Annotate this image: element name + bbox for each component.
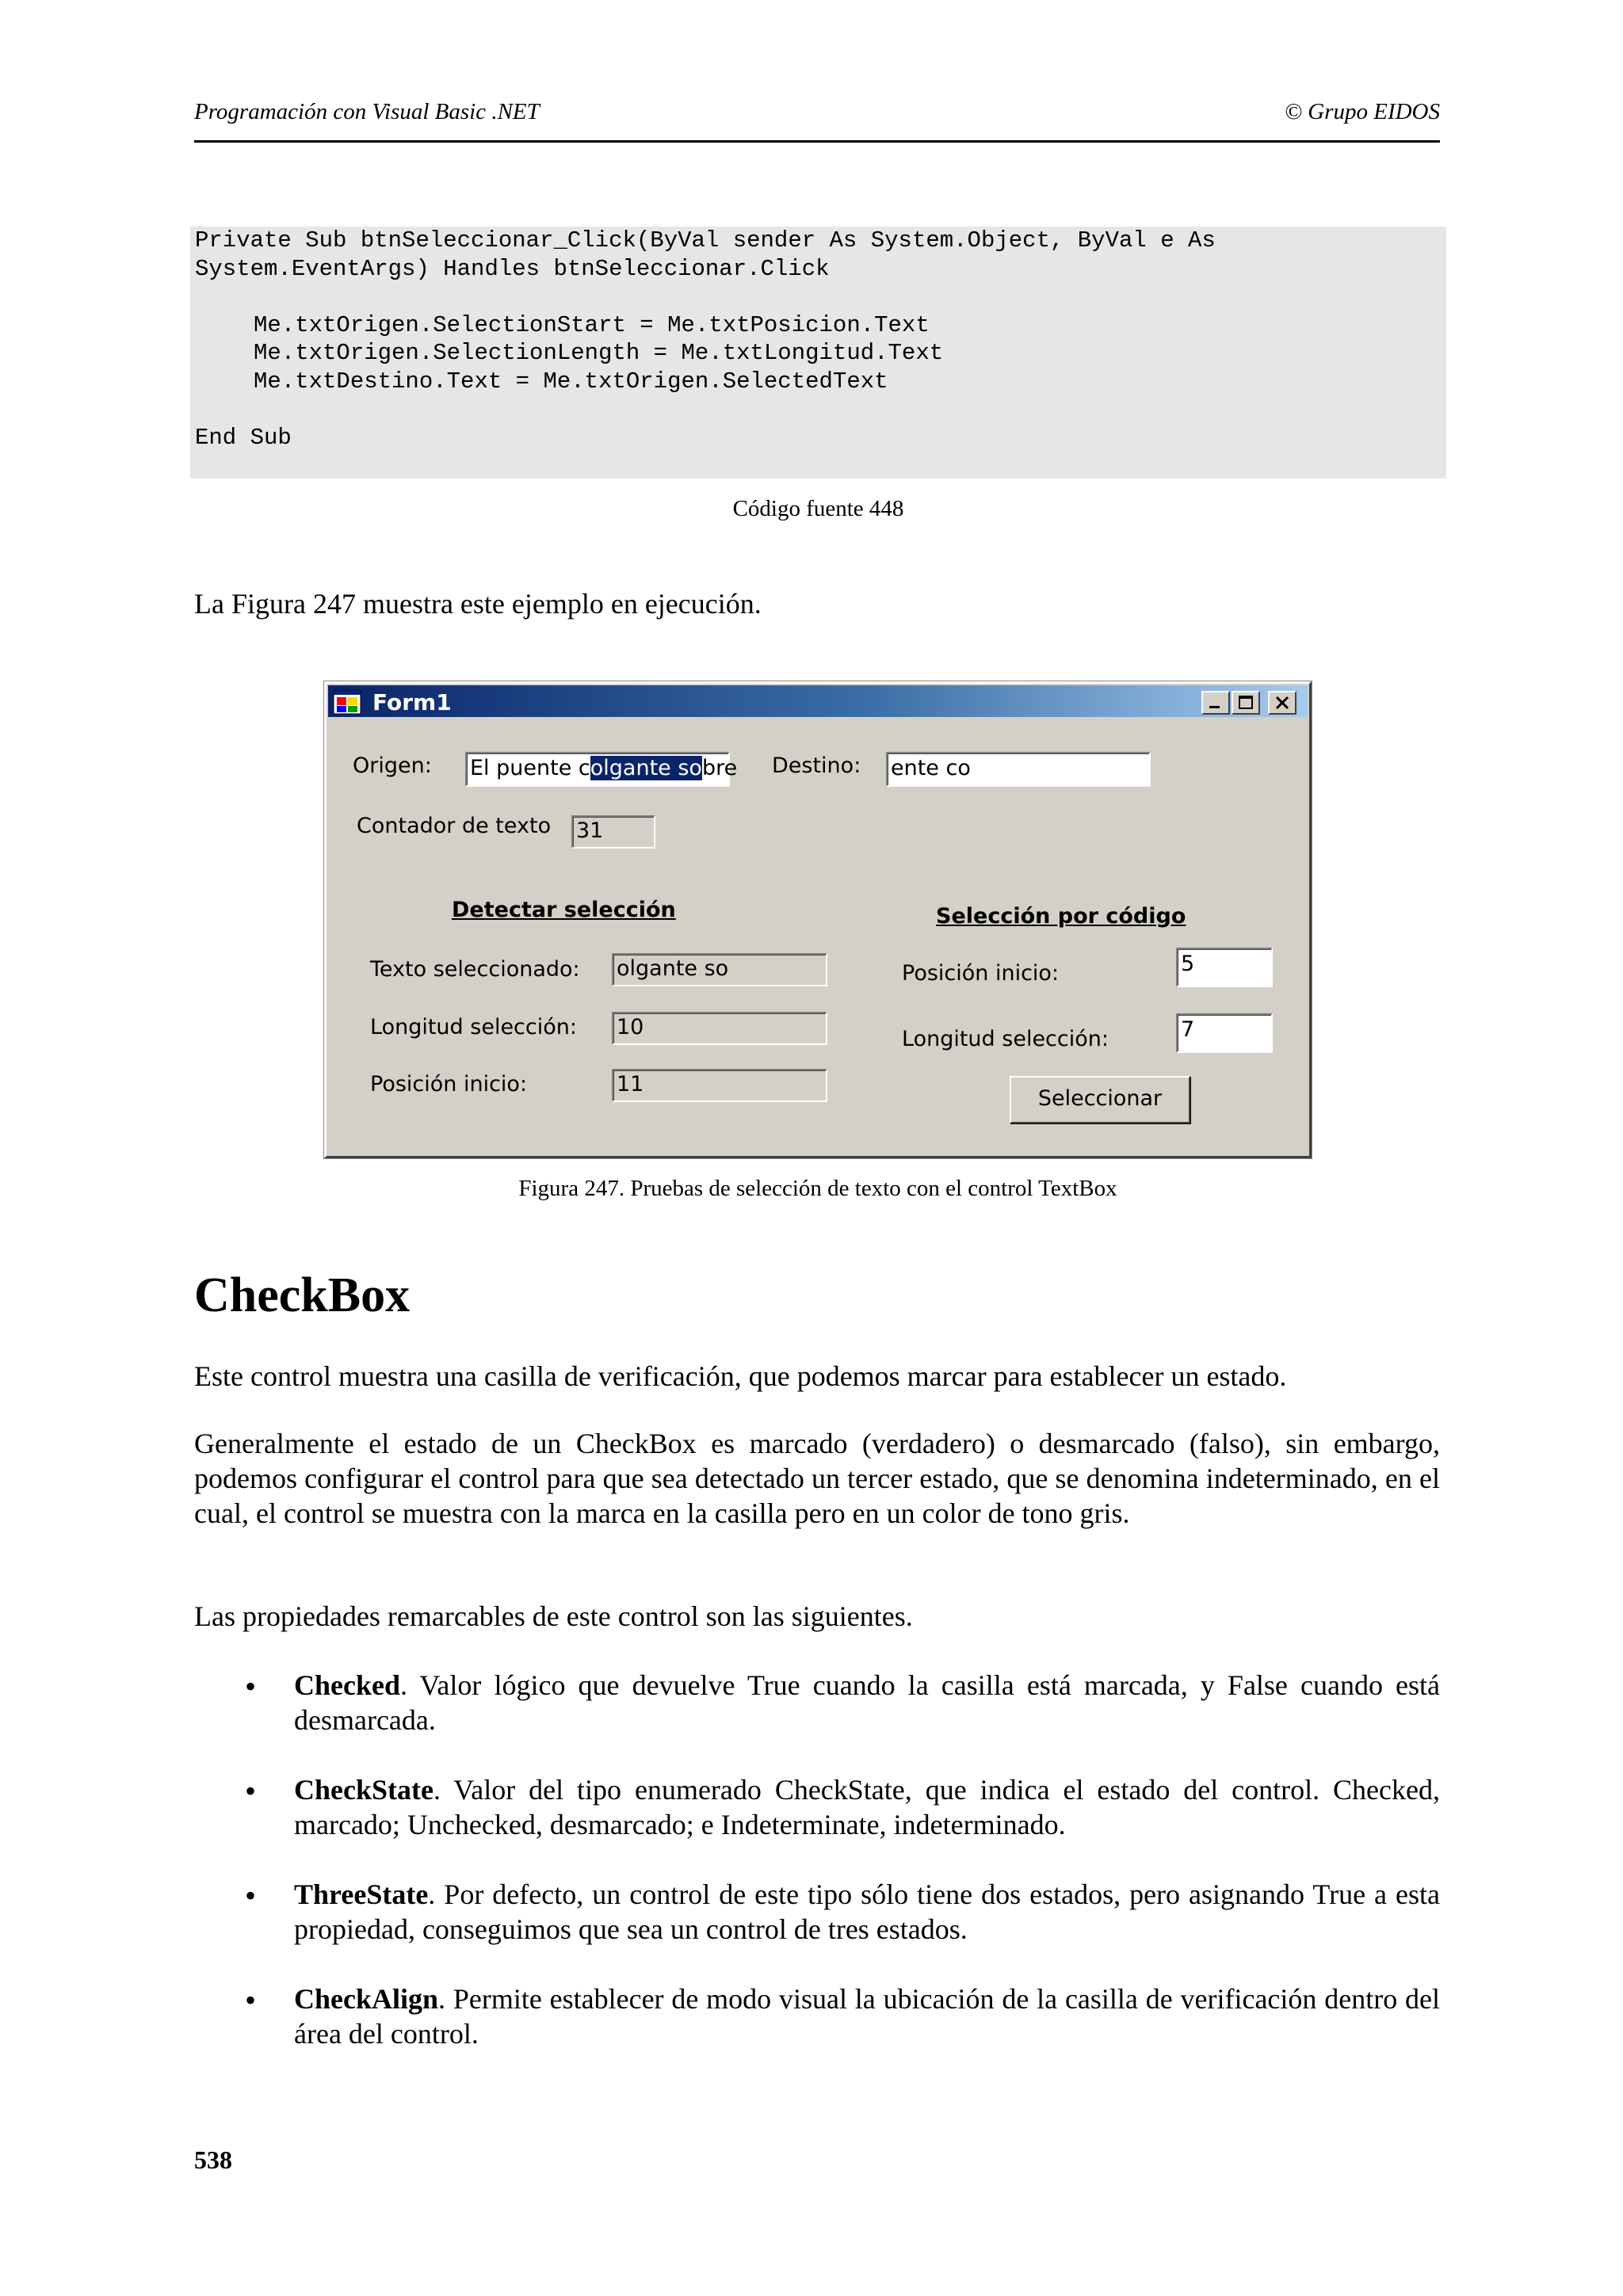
code-line: Me.txtOrigen.SelectionStart = Me.txtPosicion.Text	[254, 311, 930, 338]
contador-label: Contador de texto	[357, 814, 552, 838]
bullet-dot: •	[245, 1773, 257, 1809]
publisher: © Grupo EIDOS	[1284, 99, 1440, 124]
bullet-dot: •	[245, 1878, 257, 1913]
bullet-item	[194, 1981, 1440, 2051]
intro-paragraph: La Figura 247 muestra este ejemplo en ejecución.	[194, 588, 762, 620]
origen-label: Origen:	[353, 753, 432, 778]
bullet-item	[194, 1877, 1440, 1947]
contador-value: 31	[576, 818, 604, 843]
window-title: Form1	[372, 689, 452, 715]
detectar-seleccion-title: Detectar selección	[452, 898, 676, 922]
bullet-text	[294, 1772, 1440, 1842]
close-icon	[1270, 692, 1295, 713]
bullet-term: CheckState	[294, 1774, 433, 1806]
bullet-term: CheckAlign	[294, 1983, 439, 2015]
section-title: CheckBox	[194, 1268, 411, 1322]
bullet-text	[294, 1668, 1440, 1737]
code-line: Private Sub btnSeleccionar_Click(ByVal sender As System.Object, ByVal e As	[195, 227, 1216, 254]
close-button[interactable]	[1268, 691, 1296, 715]
bullet-text	[294, 1981, 1440, 2051]
codigo-posicion-value: 5	[1181, 952, 1195, 976]
destino-value: ente co	[891, 756, 971, 780]
title-bar[interactable]	[328, 685, 1308, 717]
paragraph-1: Este control muestra una casilla de verificación, que podemos marcar para establecer un estado.	[194, 1360, 1287, 1392]
posicion-inicio-value: 11	[617, 1072, 644, 1097]
minimize-icon	[1203, 692, 1228, 713]
texto-seleccionado-value: olgante so	[617, 956, 729, 981]
bullet-description: . Valor lógico que devuelve True cuando la casilla está marcada, y False cuando está desmarcada.	[294, 1669, 1440, 1736]
bullet-item	[194, 1668, 1440, 1737]
texto-seleccionado-textbox	[612, 953, 827, 986]
origen-text-after: bre	[701, 756, 738, 780]
longitud-input[interactable]	[1176, 1013, 1273, 1053]
running-header	[194, 96, 1440, 143]
code-line	[195, 395, 1446, 424]
code-line: End Sub	[195, 424, 292, 451]
code-line: System.EventArgs) Handles btnSeleccionar.Click	[195, 255, 830, 282]
codigo-longitud-value: 7	[1181, 1017, 1195, 1042]
posicion-input[interactable]	[1176, 948, 1273, 987]
bullet-term: ThreeState	[294, 1878, 429, 1910]
code-line: Me.txtDestino.Text = Me.txtOrigen.SelectedText	[254, 368, 888, 395]
posicion-inicio-textbox	[612, 1069, 827, 1102]
book-title: Programación con Visual Basic .NET	[194, 99, 540, 124]
bullet-dot: •	[245, 1982, 257, 2018]
longitud-seleccion-value: 10	[617, 1015, 644, 1039]
codigo-longitud-label: Longitud selección:	[902, 1027, 1109, 1051]
bullet-description: . Permite establecer de modo visual la ubicación de la casilla de verificación dentro del área del control.	[294, 1983, 1440, 2050]
origen-text-before: El puente c	[470, 756, 590, 780]
code-caption: Código fuente 448	[732, 496, 904, 521]
page-number: 538	[194, 2145, 232, 2174]
form-window	[324, 681, 1312, 1158]
bullet-description: . Valor del tipo enumerado CheckState, que indica el estado del control. Checked, marcado; Unchecked, desmarcado; e Indeterminate, indeterminado.	[294, 1774, 1440, 1840]
paragraph-2: Generalmente el estado de un CheckBox es marcado (verdadero) o desmarcado (falso), sin embargo, podemos configurar el control para que sea detectado un tercer estado, que se denomina indeterminado, en el cual, el control se muestra con la marca en la casilla pero en un color de tono gris.	[194, 1428, 1440, 1529]
seleccionar-button[interactable]: Seleccionar	[1010, 1076, 1190, 1123]
origen-textbox[interactable]	[465, 752, 738, 787]
minimize-button[interactable]	[1201, 691, 1230, 715]
bullet-term: Checked	[294, 1669, 400, 1701]
texto-seleccionado-label: Texto seleccionado:	[370, 957, 580, 982]
figure-caption: Figura 247. Pruebas de selección de texto con el control TextBox	[518, 1176, 1117, 1201]
paragraph-3: Las propiedades remarcables de este control son las siguientes.	[194, 1600, 913, 1632]
maximize-icon	[1233, 692, 1258, 713]
bullet-text	[294, 1877, 1440, 1947]
bullet-item	[194, 1772, 1440, 1842]
code-line	[195, 283, 1446, 311]
destino-label: Destino:	[772, 753, 861, 778]
origen-selected-text: olgante so	[590, 756, 702, 780]
seleccion-por-codigo-title: Selección por código	[936, 904, 1186, 929]
contador-textbox	[571, 815, 655, 849]
longitud-seleccion-label: Longitud selección:	[370, 1015, 577, 1039]
maximize-button[interactable]	[1232, 691, 1260, 715]
form-app-icon	[333, 689, 361, 715]
posicion-inicio-label: Posición inicio:	[370, 1072, 528, 1097]
bullet-description: . Por defecto, un control de este tipo sólo tiene dos estados, pero asignando True a esta propiedad, conseguimos que sea un control de tres estados.	[294, 1878, 1440, 1945]
code-line: Me.txtOrigen.SelectionLength = Me.txtLongitud.Text	[254, 340, 944, 366]
destino-textbox[interactable]	[886, 752, 1151, 787]
codigo-posicion-label: Posición inicio:	[902, 961, 1060, 986]
code-block	[190, 227, 1446, 479]
bullet-dot: •	[245, 1669, 257, 1704]
longitud-seleccion-textbox	[612, 1012, 827, 1045]
